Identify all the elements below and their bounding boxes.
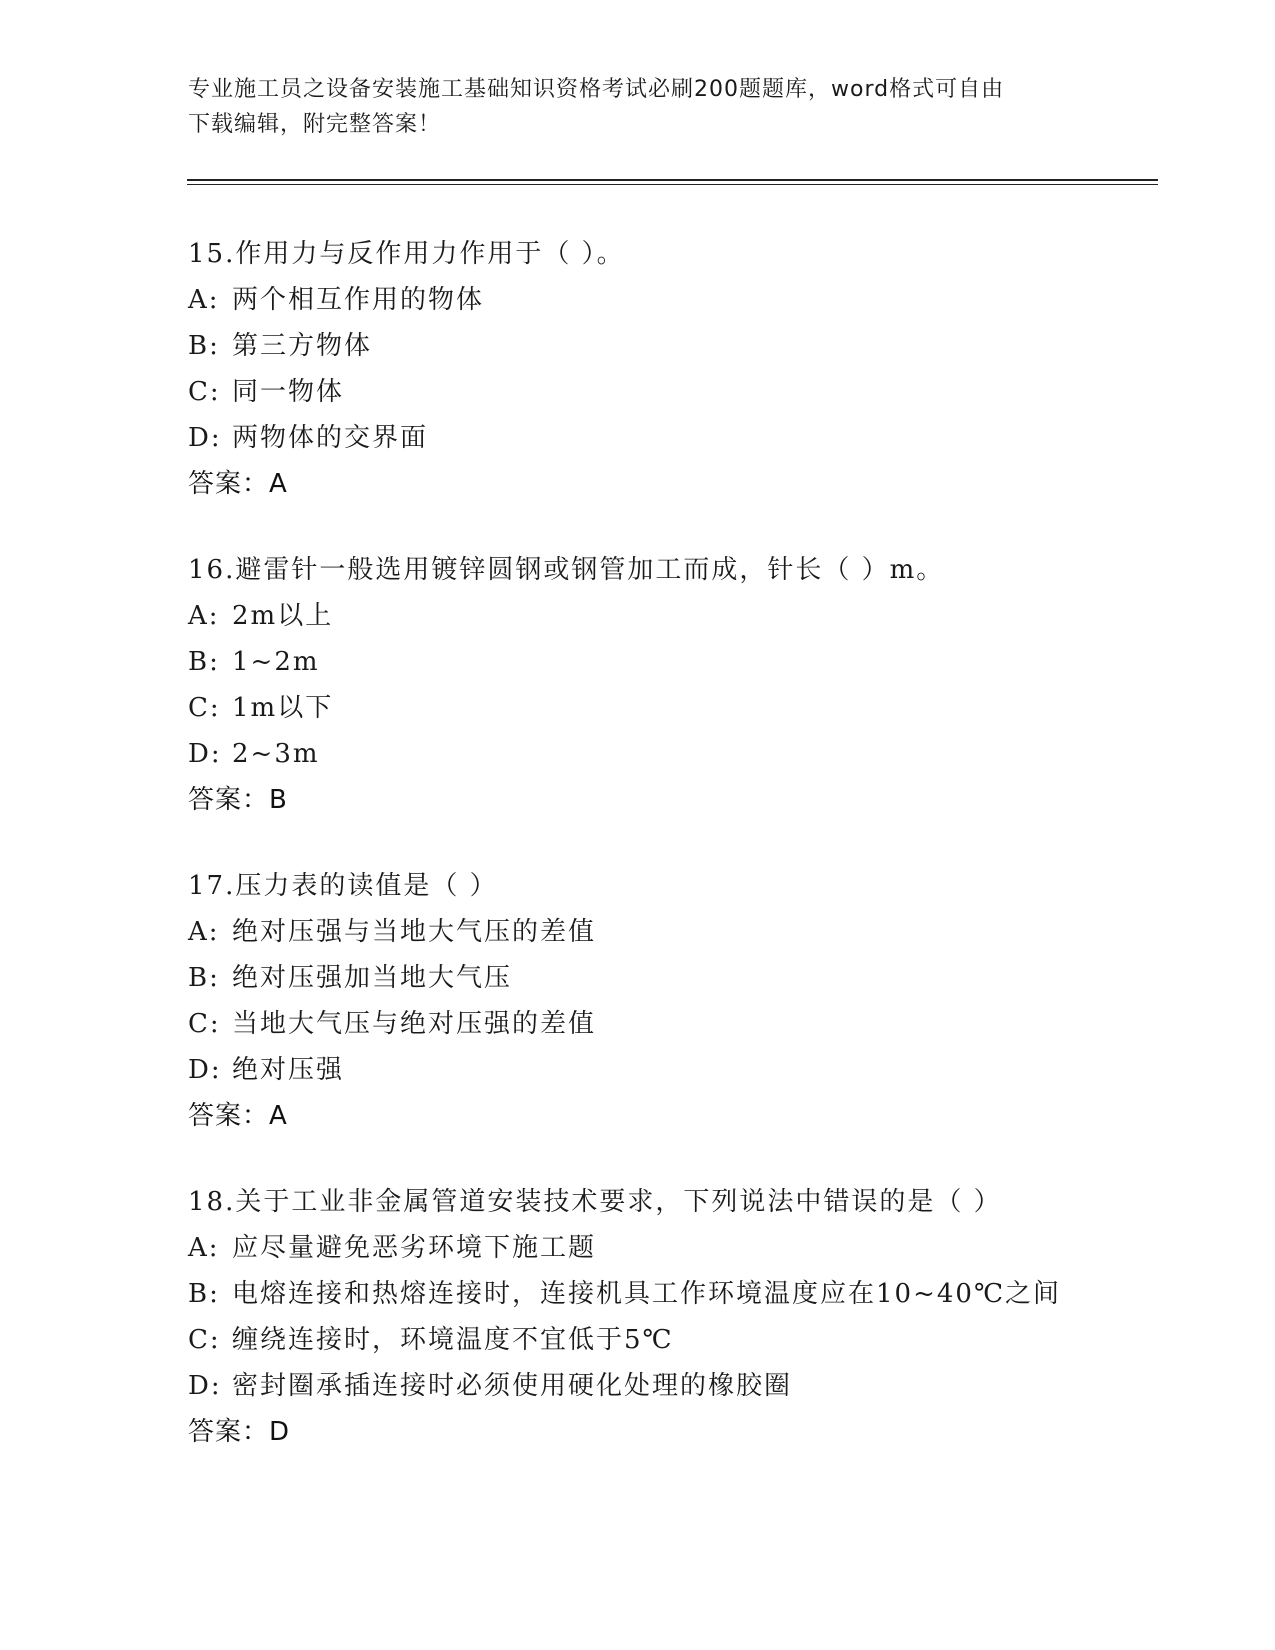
option-letter: C: bbox=[188, 1325, 221, 1355]
option-text: 两个相互作用的物体 bbox=[232, 285, 485, 315]
option-d bbox=[188, 731, 1128, 777]
option-d bbox=[188, 1047, 1128, 1093]
option-text: 当地大气压与绝对压强的差值 bbox=[232, 1009, 597, 1039]
question-stem: 15.作用力与反作用力作用于（ ）。 bbox=[188, 239, 625, 269]
option-letter: D: bbox=[188, 423, 222, 453]
option-letter: B: bbox=[188, 647, 220, 677]
header-divider-thin bbox=[187, 184, 1158, 185]
option-b bbox=[188, 323, 1128, 369]
question-stem: 16.避雷针一般选用镀锌圆钢或钢管加工而成，针长（ ）m。 bbox=[188, 555, 945, 585]
option-letter: A: bbox=[188, 1233, 220, 1263]
option-text: 缠绕连接时，环境温度不宜低于5℃ bbox=[232, 1325, 674, 1355]
option-letter: B: bbox=[188, 963, 220, 993]
question-stem: 17.压力表的读值是（ ） bbox=[188, 871, 498, 901]
option-letter: C: bbox=[188, 693, 221, 723]
option-b bbox=[188, 639, 1128, 685]
option-text: 同一物体 bbox=[232, 377, 345, 407]
option-letter: A: bbox=[188, 285, 220, 315]
option-d bbox=[188, 415, 1128, 461]
option-text: 绝对压强与当地大气压的差值 bbox=[232, 917, 597, 947]
option-d bbox=[188, 1363, 1128, 1409]
option-a bbox=[188, 277, 1128, 323]
question-15 bbox=[188, 231, 1128, 507]
option-text: 电熔连接和热熔连接时，连接机具工作环境温度应在10~40℃之间 bbox=[232, 1279, 1062, 1309]
question-16 bbox=[188, 547, 1128, 823]
option-letter: C: bbox=[188, 1009, 221, 1039]
option-letter: D: bbox=[188, 1371, 222, 1401]
option-c bbox=[188, 1317, 1128, 1363]
option-a bbox=[188, 593, 1128, 639]
document-header bbox=[188, 72, 1088, 142]
option-letter: A: bbox=[188, 917, 220, 947]
option-text: 2~3m bbox=[232, 739, 320, 769]
option-b bbox=[188, 955, 1128, 1001]
option-c bbox=[188, 1001, 1128, 1047]
option-text: 密封圈承插连接时必须使用硬化处理的橡胶圈 bbox=[232, 1371, 793, 1401]
question-stem: 18.关于工业非金属管道安装技术要求，下列说法中错误的是（ ） bbox=[188, 1187, 1002, 1217]
option-text: 应尽量避免恶劣环境下施工题 bbox=[232, 1233, 597, 1263]
option-letter: D: bbox=[188, 739, 222, 769]
option-c bbox=[188, 369, 1128, 415]
answer-label: 答案：A bbox=[188, 1101, 288, 1131]
question-17 bbox=[188, 863, 1128, 1139]
option-text: 1~2m bbox=[232, 647, 320, 677]
option-letter: B: bbox=[188, 1279, 220, 1309]
option-letter: C: bbox=[188, 377, 221, 407]
question-18 bbox=[188, 1179, 1128, 1455]
option-c bbox=[188, 685, 1128, 731]
option-a bbox=[188, 1225, 1128, 1271]
option-text: 第三方物体 bbox=[232, 331, 373, 361]
option-letter: A: bbox=[188, 601, 220, 631]
header-divider-thick bbox=[187, 179, 1158, 181]
option-text: 两物体的交界面 bbox=[232, 423, 429, 453]
header-line-2: 下载编辑，附完整答案！ bbox=[188, 112, 442, 137]
option-letter: D: bbox=[188, 1055, 222, 1085]
option-letter: B: bbox=[188, 331, 220, 361]
answer-label: 答案：D bbox=[188, 1417, 291, 1447]
option-text: 1m以下 bbox=[232, 693, 334, 723]
option-b bbox=[188, 1271, 1128, 1317]
option-a bbox=[188, 909, 1128, 955]
header-line-1: 专业施工员之设备安装施工基础知识资格考试必刷200题题库，word格式可自由 bbox=[188, 77, 1005, 102]
option-text: 绝对压强加当地大气压 bbox=[232, 963, 513, 993]
answer-label: 答案：A bbox=[188, 469, 288, 499]
answer-label: 答案：B bbox=[188, 785, 288, 815]
option-text: 绝对压强 bbox=[232, 1055, 345, 1085]
option-text: 2m以上 bbox=[232, 601, 334, 631]
